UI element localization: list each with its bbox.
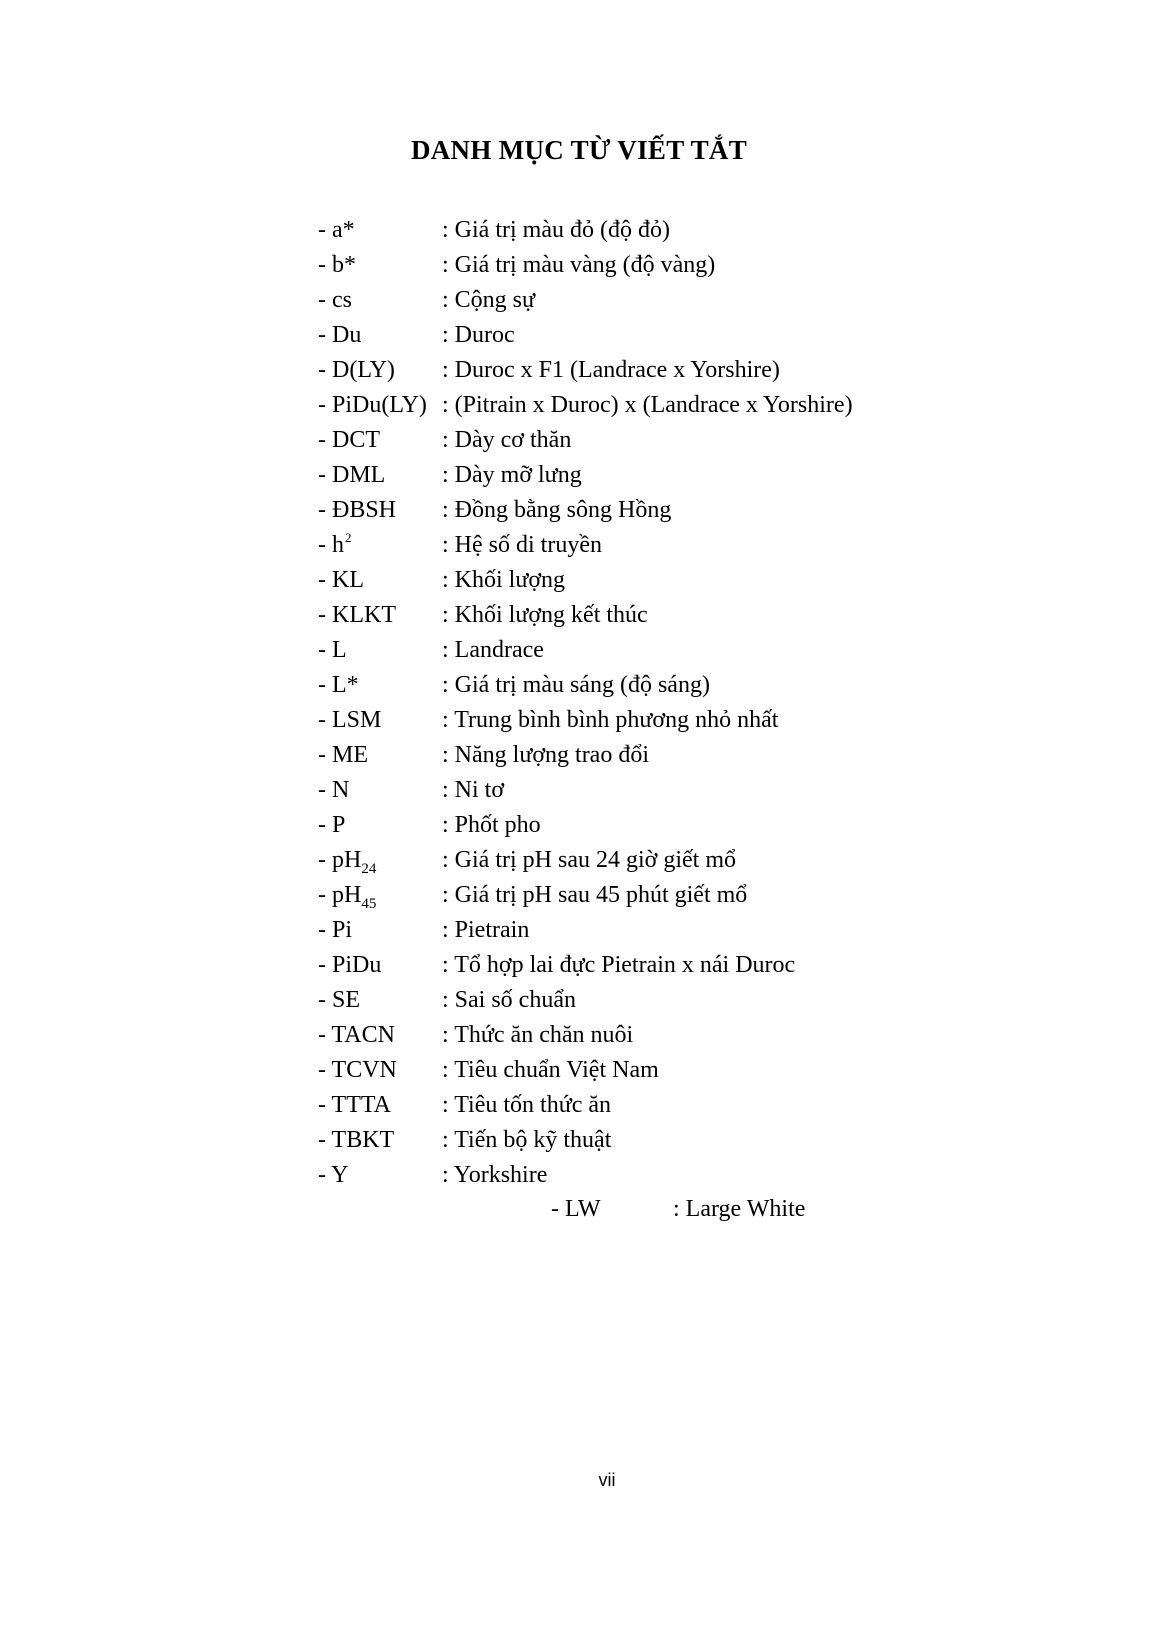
abbreviation-definition: : Large White — [673, 1196, 806, 1222]
abbreviation-term — [318, 458, 385, 493]
abbreviation-term — [318, 318, 361, 353]
abbreviation-term-text: - DCT — [318, 427, 380, 453]
abbreviation-term-text: - cs — [318, 287, 352, 313]
abbreviation-term — [318, 948, 381, 983]
abbreviation-term-text: - L* — [318, 672, 359, 698]
abbreviation-term — [318, 913, 352, 948]
abbreviation-definition: : Phốt pho — [442, 812, 541, 838]
abbreviation-row — [318, 318, 938, 353]
abbreviation-definition: : Tiêu tốn thức ăn — [442, 1092, 612, 1118]
abbreviation-definition: : Khối lượng kết thúc — [442, 602, 648, 628]
abbreviation-term — [318, 1158, 348, 1193]
abbreviation-term — [318, 843, 376, 881]
abbreviation-definition: : Khối lượng — [442, 567, 566, 593]
abbreviation-term — [318, 423, 380, 458]
abbreviation-term — [318, 248, 356, 283]
abbreviation-term-text: - h — [318, 532, 344, 558]
abbreviation-term-text: - D(LY) — [318, 357, 395, 383]
abbreviation-term-text: - N — [318, 777, 350, 803]
abbreviation-definition: : Năng lượng trao đổi — [442, 742, 649, 768]
abbreviation-term-superscript: 2 — [345, 530, 352, 545]
abbreviation-term — [318, 703, 381, 738]
abbreviation-term-text: - PiDu — [318, 952, 382, 978]
abbreviation-term-text: - LSM — [318, 707, 382, 733]
abbreviation-term — [318, 1123, 394, 1158]
abbreviation-definition: : Đồng bằng sông Hồng — [442, 497, 672, 523]
abbreviation-term-text: - pH — [318, 882, 362, 908]
abbreviation-row — [318, 458, 938, 493]
abbreviation-definition: : Tiến bộ kỹ thuật — [442, 1127, 612, 1153]
abbreviation-term — [318, 633, 347, 668]
abbreviation-term — [318, 773, 349, 808]
abbreviation-row — [318, 878, 938, 913]
abbreviation-definition: : Giá trị màu đỏ (độ đỏ) — [442, 217, 670, 243]
abbreviation-term — [318, 1088, 391, 1123]
abbreviation-definition: : Hệ số di truyền — [442, 532, 602, 558]
abbreviation-definition: : Giá trị pH sau 24 giờ giết mổ — [442, 847, 736, 873]
abbreviation-row — [318, 213, 938, 248]
abbreviation-row — [318, 703, 938, 738]
abbreviation-term-text: - Pi — [318, 917, 353, 943]
abbreviation-term — [318, 1018, 395, 1053]
abbreviation-row — [318, 1158, 938, 1193]
abbreviation-definition: : Tổ hợp lai đực Pietrain x nái Duroc — [442, 952, 796, 978]
abbreviation-term — [318, 528, 352, 565]
abbreviation-row — [318, 283, 938, 318]
abbreviation-term-text: - P — [318, 812, 346, 838]
abbreviation-row — [318, 1088, 938, 1123]
abbreviation-term: - LW — [551, 1196, 601, 1222]
abbreviation-term-text: - TTTA — [318, 1092, 391, 1118]
abbreviation-row — [318, 1123, 938, 1158]
abbreviation-definition: : Trung bình bình phương nhỏ nhất — [442, 707, 779, 733]
abbreviation-term — [318, 388, 427, 423]
abbreviation-row — [318, 598, 938, 633]
abbreviation-definition: : (Pitrain x Duroc) x (Landrace x Yorshire) — [442, 392, 853, 418]
page-title: DANH MỤC TỪ VIẾT TẮT — [410, 135, 748, 165]
abbreviation-term-text: - Du — [318, 322, 362, 348]
abbreviation-definition: : Dày cơ thăn — [442, 427, 572, 453]
abbreviation-definition: : Pietrain — [442, 917, 530, 943]
abbreviation-term-text: - Y — [318, 1162, 349, 1188]
abbreviation-definition: : Giá trị pH sau 45 phút giết mổ — [442, 882, 748, 908]
abbreviation-term-text: - TACN — [318, 1022, 395, 1048]
abbreviation-term — [318, 283, 352, 318]
abbreviation-term-text: - TBKT — [318, 1127, 395, 1153]
abbreviation-row — [318, 633, 938, 668]
abbreviation-term-text: - DML — [318, 462, 386, 488]
abbreviation-term — [318, 213, 355, 248]
abbreviation-definition: : Sai số chuẩn — [442, 987, 576, 1013]
abbreviation-term — [318, 983, 360, 1018]
abbreviation-row — [318, 913, 938, 948]
abbreviation-row — [318, 948, 938, 983]
abbreviation-term-text: - pH — [318, 847, 362, 873]
abbreviation-term-text: - L — [318, 637, 347, 663]
abbreviation-term — [318, 353, 395, 388]
abbreviation-definition: : Cộng sự — [442, 287, 536, 313]
abbreviation-definition: : Giá trị màu sáng (độ sáng) — [442, 672, 710, 698]
abbreviation-term-text: - a* — [318, 217, 355, 243]
abbreviation-definition: : Duroc x F1 (Landrace x Yorshire) — [442, 357, 780, 383]
abbreviation-term-text: - TCVN — [318, 1057, 397, 1083]
abbreviation-row — [318, 388, 938, 423]
abbreviation-term — [318, 598, 396, 633]
abbreviation-term-text: - b* — [318, 252, 356, 278]
abbreviation-row — [318, 738, 938, 773]
abbreviation-definition: : Giá trị màu vàng (độ vàng) — [442, 252, 716, 278]
abbreviation-row — [318, 528, 938, 563]
abbreviation-term-text: - KLKT — [318, 602, 396, 628]
abbreviation-definition: : Ni tơ — [442, 777, 505, 803]
abbreviation-term-text: - PiDu(LY) — [318, 392, 427, 418]
page-number: vii — [598, 1470, 616, 1490]
abbreviation-term — [318, 808, 345, 843]
abbreviation-term-subscript: 24 — [361, 861, 377, 877]
abbreviation-definition: : Tiêu chuẩn Việt Nam — [442, 1057, 659, 1083]
abbreviation-row — [318, 248, 938, 283]
abbreviation-term — [318, 493, 396, 528]
abbreviation-row — [318, 983, 938, 1018]
abbreviation-definition: : Thức ăn chăn nuôi — [442, 1022, 634, 1048]
abbreviation-row — [318, 668, 938, 703]
abbreviation-row — [318, 493, 938, 528]
abbreviation-row — [318, 423, 938, 458]
abbreviation-list — [318, 213, 938, 1193]
abbreviation-row — [318, 353, 938, 388]
abbreviation-term — [318, 738, 368, 773]
abbreviation-term-text: - ĐBSH — [318, 497, 397, 523]
abbreviation-row — [318, 808, 938, 843]
abbreviation-row — [318, 1018, 938, 1053]
abbreviation-definition: : Yorkshire — [442, 1162, 548, 1188]
abbreviation-term — [318, 878, 376, 916]
abbreviation-row — [318, 773, 938, 808]
abbreviation-term-text: - KL — [318, 567, 364, 593]
abbreviation-row — [318, 563, 938, 598]
abbreviation-term-subscript: 45 — [361, 896, 377, 912]
abbreviation-row — [318, 843, 938, 878]
abbreviation-definition: : Landrace — [442, 637, 544, 663]
abbreviation-term — [318, 668, 359, 703]
abbreviation-term — [318, 563, 364, 598]
abbreviation-definition: : Dày mỡ lưng — [442, 462, 582, 488]
abbreviation-row — [318, 1053, 938, 1088]
abbreviation-term — [318, 1053, 397, 1088]
abbreviation-definition: : Duroc — [442, 322, 515, 348]
abbreviation-term-text: - SE — [318, 987, 360, 1013]
abbreviation-term-text: - ME — [318, 742, 368, 768]
